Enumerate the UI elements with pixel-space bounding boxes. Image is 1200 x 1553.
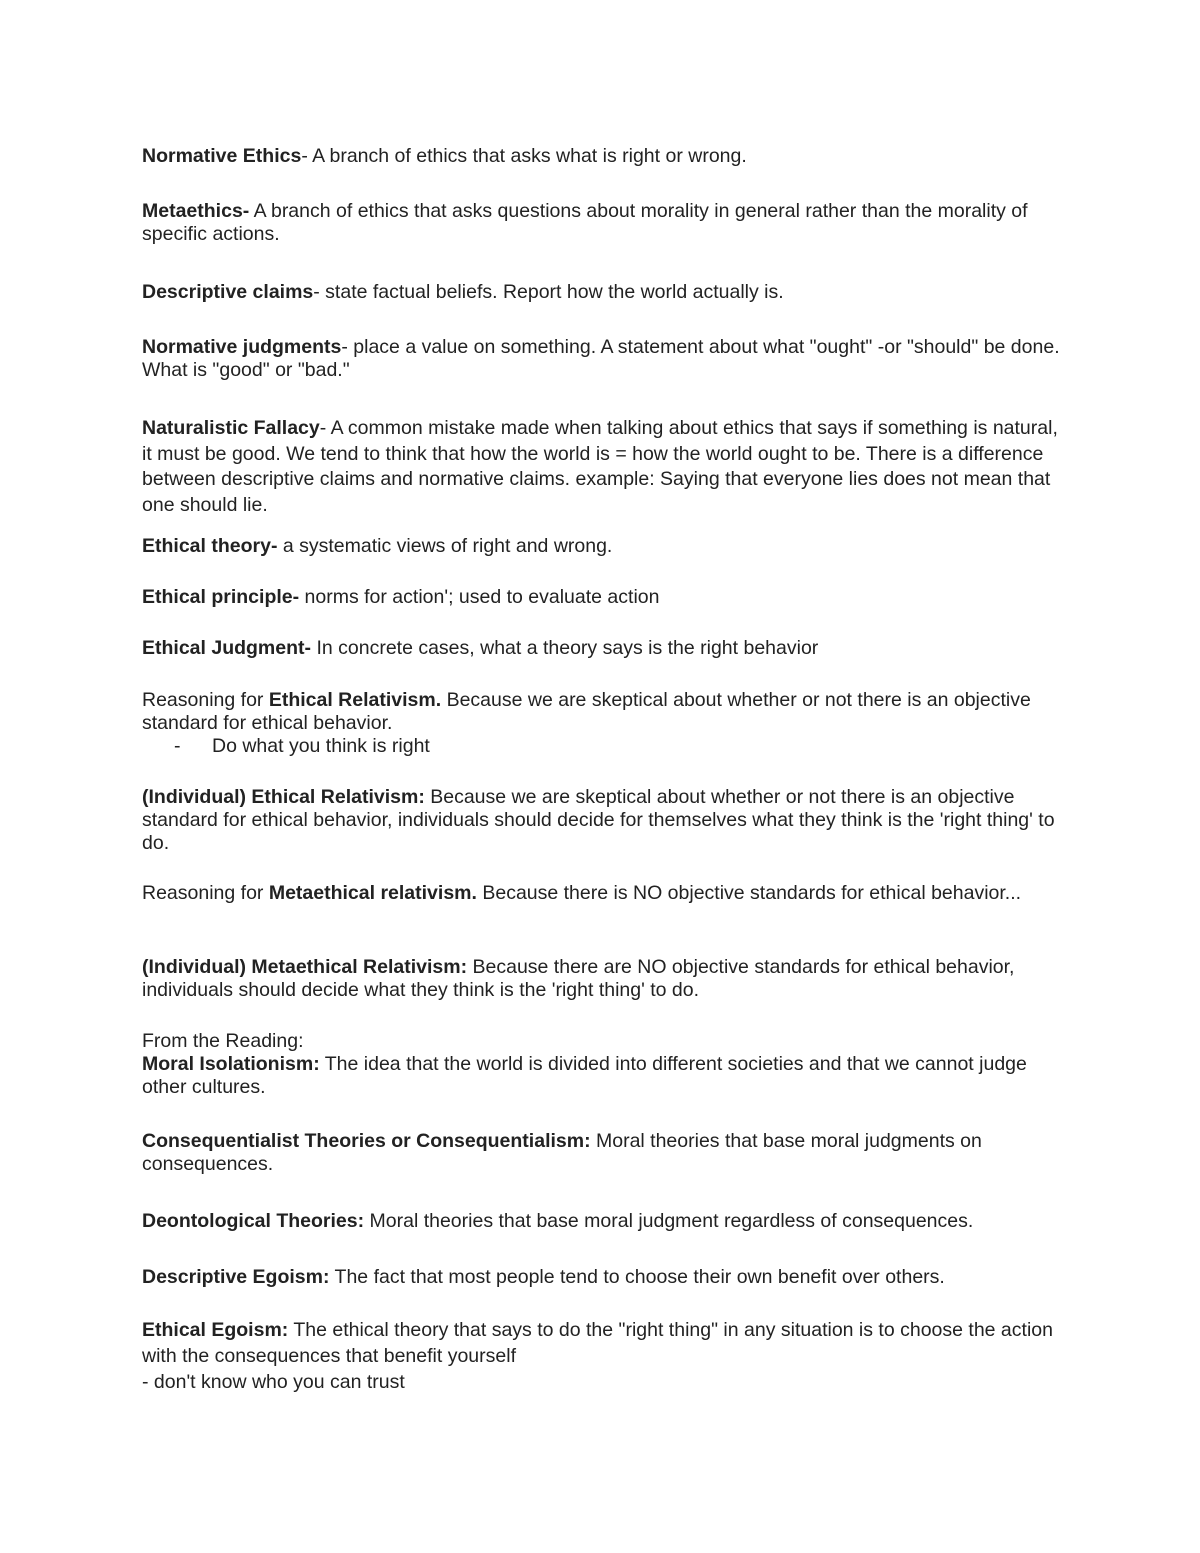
entry-definition: - A common mistake made when talking about ethics that says if something is natural, it must be good. We tend to think that how the world is = how the world ought to be. There is a difference between descriptive claims and normative claims. example: Saying that everyone lies does not mean that one should lie.: [142, 417, 1058, 516]
entry-prefix: Reasoning for: [142, 689, 269, 711]
bullet-dash: -: [174, 735, 181, 757]
entry-term: Consequentialist Theories or Consequentialism:: [142, 1130, 591, 1152]
entry-definition: - state factual beliefs. Report how the world actually is.: [313, 281, 784, 303]
entry-individual-ethical-relativism: [142, 786, 1062, 855]
entry-term: Naturalistic Fallacy: [142, 417, 320, 439]
entry-definition: - A branch of ethics that asks what is right or wrong.: [301, 145, 747, 167]
entry-term: Deontological Theories:: [142, 1210, 365, 1232]
entry-term: Metaethical relativism.: [268, 882, 477, 904]
bullet-text: Do what you think is right: [212, 735, 430, 757]
bullet-item: [142, 735, 1062, 758]
entry-term: Moral Isolationism:: [142, 1053, 320, 1075]
entry-note: - don't know who you can trust: [142, 1371, 405, 1393]
entry-ethical-judgment: [142, 637, 1062, 660]
entry-metaethics: [142, 200, 1062, 246]
entry-definition: The idea that the world is divided into different societies and that we cannot judge other cultures.: [142, 1053, 1027, 1098]
entry-definition: Because we are skeptical about whether or not there is an objective standard for ethical behavior.: [142, 689, 1031, 734]
entry-definition: Because there is NO objective standards for ethical behavior...: [476, 882, 1022, 904]
entry-ethical-egoism: [142, 1317, 1062, 1395]
entry-term: Ethical Egoism:: [142, 1319, 289, 1341]
entry-definition: Because we are skeptical about whether or not there is an objective standard for ethical behavior, individuals should decide for themselves what they think is the 'right thing' to do.: [142, 786, 1055, 854]
entry-normative-judgments: [142, 336, 1062, 382]
entry-definition: norms for action'; used to evaluate action: [299, 586, 660, 608]
entry-definition: The ethical theory that says to do the "right thing" in any situation is to choose the action with the consequences that benefit yourself: [142, 1319, 1053, 1367]
entry-ethical-principle: [142, 586, 1062, 609]
entry-definition: Because there are NO objective standards for ethical behavior, individuals should decide what they think is the 'right thing' to do.: [142, 956, 1015, 1001]
entry-descriptive-egoism: [142, 1266, 1062, 1289]
entry-ethical-theory: [142, 535, 1062, 558]
entry-term: (Individual) Metaethical Relativism:: [142, 956, 468, 978]
entry-term: Metaethics-: [142, 200, 250, 222]
section-heading: From the Reading:: [142, 1030, 304, 1052]
entry-term: Normative Ethics: [142, 145, 302, 167]
entry-reasoning-metaethical-relativism: [142, 882, 1062, 905]
entry-consequentialism: [142, 1130, 1062, 1176]
entry-prefix: Reasoning for: [142, 882, 269, 904]
entry-term: Ethical principle-: [142, 586, 300, 608]
entry-definition: a systematic views of right and wrong.: [277, 535, 613, 557]
entry-individual-metaethical-relativism: [142, 956, 1062, 1002]
entry-definition: Moral theories that base moral judgment regardless of consequences.: [364, 1210, 974, 1232]
entry-deontological-theories: [142, 1210, 1062, 1233]
entry-term: (Individual) Ethical Relativism:: [142, 786, 425, 808]
entry-naturalistic-fallacy: [142, 416, 1062, 518]
entry-term: Ethical Relativism.: [268, 689, 442, 711]
entry-definition: Moral theories that base moral judgments on consequences.: [142, 1130, 982, 1175]
entry-term: Descriptive Egoism:: [142, 1266, 330, 1288]
entry-normative-ethics: [142, 145, 1062, 168]
entry-definition: - place a value on something. A statement about what "ought" -or "should" be done. What is "good" or "bad.": [142, 336, 1060, 381]
entry-moral-isolationism: [142, 1030, 1062, 1099]
entry-term: Ethical theory-: [142, 535, 278, 557]
entry-definition: A branch of ethics that asks questions about morality in general rather than the morality of specific actions.: [142, 200, 1028, 245]
entry-term: Ethical Judgment-: [142, 637, 312, 659]
entry-descriptive-claims: [142, 281, 1062, 304]
entry-term: Descriptive claims: [142, 281, 314, 303]
entry-term: Normative judgments: [142, 336, 342, 358]
entry-definition: The fact that most people tend to choose their own benefit over others.: [329, 1266, 945, 1288]
entry-definition: In concrete cases, what a theory says is the right behavior: [311, 637, 819, 659]
entry-reasoning-ethical-relativism: [142, 689, 1062, 758]
